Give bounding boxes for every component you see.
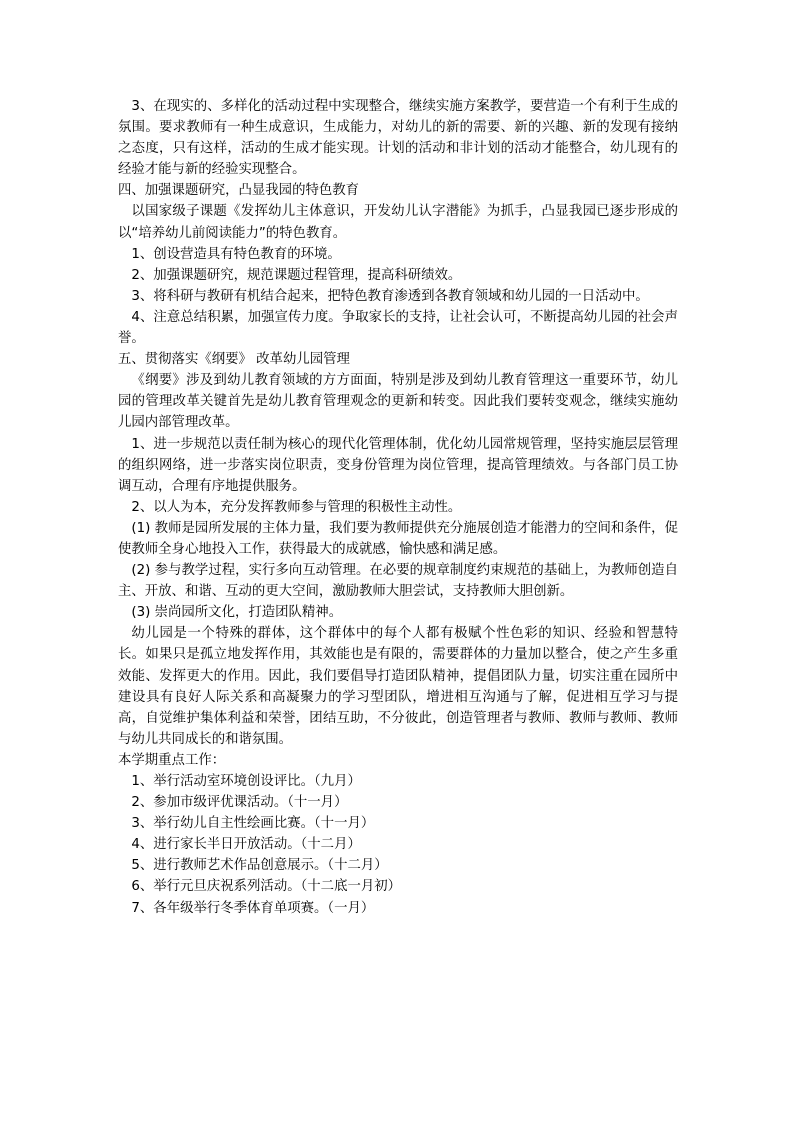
list-item: 1、举行活动室环境创设评比。（九月） xyxy=(131,774,361,789)
list-item: 1、创设营造具有特色教育的环境。 xyxy=(131,246,341,262)
paragraph: 3、在现实的、多样化的活动过程中实现整合，继续实施方案教学，要营造一个有利于生成的氛围。要求教师有一种生成意识，生成能力，对幼儿的新的需要、新的兴趣、新的发现有接纳之态度，只有这样，活动的生成才能实现。计划的活动和非计划的活动才能整合，幼儿现有的经验才能与新的经验实现整合。 xyxy=(118,99,678,178)
paragraph: 幼儿园是一个特殊的群体，这个群体中的每个人都有极赋个性色彩的知识、经验和智慧特长。如果只是孤立地发挥作用，其效能也是有限的，需要群体的力量加以整合，使之产生多重效能、发挥更大的作用。因此，我们要倡导打造团队精神，提倡团队力量，切实注重在园所中建设具有良好人际关系和高凝聚力的学习型团队，增进相互沟通与了解，促进相互学习与提高，自觉维护集体利益和荣誉，团结互助，不分彼此，创造管理者与教师、教师与教师、教师与幼儿共同成长的和谐氛围。 xyxy=(118,626,678,747)
paragraph: 《纲要》涉及到幼儿教育领域的方方面面，特别是涉及到幼儿教育管理这一重要环节，幼儿园的管理改革关键首先是幼儿教育管理观念的更新和转变。因此我们要转变观念，继续实施幼儿园内部管理改革。 xyxy=(118,373,678,431)
list-item: 5、进行教师艺术作品创意展示。（十二月） xyxy=(131,858,388,874)
list-item: 6、举行元旦庆祝系列活动。（十二底一月初） xyxy=(131,879,402,895)
sub-list-item: (3) 崇尚园所文化，打造团队精神。 xyxy=(131,605,343,621)
list-item: 2、参加市级评优课活动。（十一月） xyxy=(131,795,348,811)
section-heading: 五、贯彻落实《纲要》 改革幼儿园管理 xyxy=(118,352,350,368)
list-item: 7、各年级举行冬季体育单项赛。（一月） xyxy=(131,900,375,916)
sub-list-item: (2) 参与教学过程，实行多向互动管理。在必要的规章制度约束规范的基础上，为教师创造自主、开放、和谐、互动的更大空间，激励教师大胆尝试，支持教师大胆创新。 xyxy=(118,563,678,600)
sub-list-item: (1) 教师是园所发展的主体力量，我们要为教师提供充分施展创造才能潜力的空间和条件，促使教师全身心地投入工作，获得最大的成就感，愉快感和满足感。 xyxy=(118,520,678,557)
list-item: 1、进一步规范以责任制为核心的现代化管理体制，优化幼儿园常规管理，坚持实施层层管理的组织网络，进一步落实岗位职责，变身份管理为岗位管理，提高管理绩效。与各部门员工协调互动，合理有序地提供服务。 xyxy=(118,436,678,494)
list-item: 4、进行家长半日开放活动。（十二月） xyxy=(131,837,361,853)
list-item: 4、注意总结积累，加强宣传力度。争取家长的支持，让社会认可，不断提高幼儿园的社会声誉。 xyxy=(118,309,678,347)
list-item: 2、加强课题研究，规范课题过程管理，提高科研绩效。 xyxy=(131,267,462,283)
paragraph: 以国家级子课题《发挥幼儿主体意识，开发幼儿认字潜能》为抓手，凸显我园已逐步形成的以“培养幼儿前阅读能力”的特色教育。 xyxy=(118,204,678,241)
document-body xyxy=(118,96,678,919)
list-item: 2、以人为本，充分发挥教师参与管理的积极性主动性。 xyxy=(131,499,462,515)
section-heading: 本学期重点工作： xyxy=(118,752,226,768)
section-heading: 四、加强课题研究，凸显我园的特色教育 xyxy=(118,183,360,199)
list-item: 3、举行幼儿自主性绘画比赛。（十一月） xyxy=(131,816,375,832)
list-item: 3、将科研与教研有机结合起来，把特色教育渗透到各教育领域和幼儿园的一日活动中。 xyxy=(131,288,649,304)
